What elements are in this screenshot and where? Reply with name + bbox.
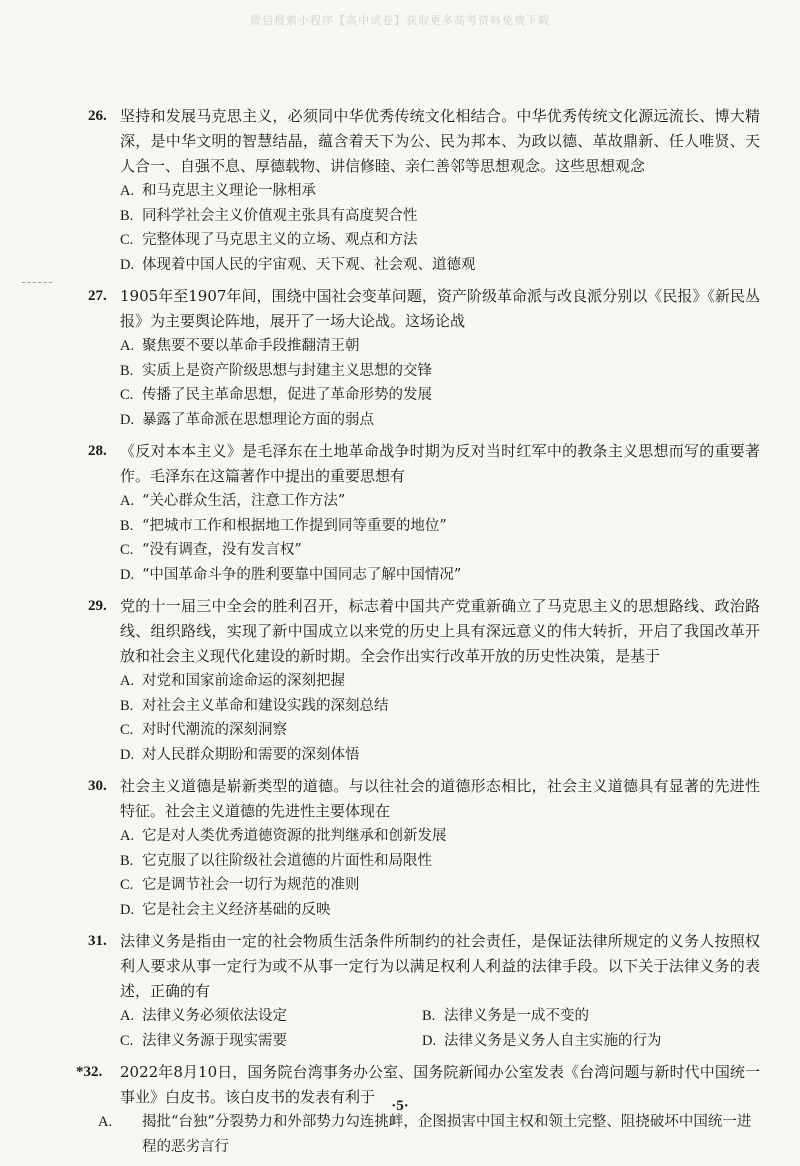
question-29 <box>90 594 760 767</box>
question-26 <box>90 104 760 277</box>
option-text: 对社会主义革命和建设实践的深刻总结 <box>142 697 389 714</box>
option-label: A. <box>120 183 135 199</box>
stem-text: 2022年8月10日，国务院台湾事务办公室、国务院新闻办公室发表《台湾问题与新时代中国统一事业》白皮书。该白皮书的发表有利于 <box>120 1063 760 1106</box>
stem-text: 坚持和发展马克思主义，必须同中华优秀传统文化相结合。中华优秀传统文化源远流长、博大精深，是中华文明的智慧结晶，蕴含着天下为公、民为邦本、为政以德、革故鼎新、任人唯贤、天人合一、自强不息、厚德载物、讲信修睦、亲仁善邻等思想观念。这些思想观念 <box>120 107 760 175</box>
option-text: 它是社会主义经济基础的反映 <box>142 901 331 918</box>
option-text: 法律义务必须依法设定 <box>142 1008 287 1024</box>
option-text: “中国革命斗争的胜利要靠中国同志了解中国情况” <box>142 566 462 583</box>
option-c <box>90 873 760 898</box>
option-label: B. <box>120 207 134 224</box>
option-label: A. <box>98 1114 113 1130</box>
option-a <box>90 489 760 514</box>
stem-text: 党的十一届三中全会的胜利召开，标志着中国共产党重新确立了马克思主义的思想路线、政治路线、组织路线，实现了新中国成立以来党的历史上具有深远意义的伟大转折，开启了我国改革开放和社会主义现代化建设的新时期。全会作出实行改革开放的历史性决策，是基于 <box>120 597 760 665</box>
question-stem <box>90 929 760 1004</box>
exam-page <box>76 104 760 1166</box>
option-label: D. <box>120 901 135 918</box>
option-label: B. <box>120 697 134 714</box>
option-text: 对党和国家前途命运的深刻把握 <box>142 673 345 689</box>
option-label: C. <box>120 722 134 738</box>
option-text: 它是调节社会一切行为规范的准则 <box>142 877 360 893</box>
stem-text: 社会主义道德是崭新类型的道德。与以往社会的道德形态相比，社会主义道德具有显著的先进性特征。社会主义道德的先进性主要体现在 <box>120 777 760 820</box>
question-31 <box>90 929 760 1053</box>
option-d <box>422 1029 760 1054</box>
option-b <box>90 694 760 719</box>
question-number: 30. <box>88 778 107 794</box>
option-label: D. <box>120 746 135 763</box>
option-label: B. <box>422 1008 436 1024</box>
option-text: 对人民群众期盼和需要的深刻体悟 <box>142 746 360 763</box>
question-stem <box>90 104 760 179</box>
option-d <box>90 408 760 433</box>
option-text: 揭批“台独”分裂势力和外部势力勾连挑衅，企图损害中国主权和领土完整、阻挠破坏中国统一进程的恶劣言行 <box>142 1114 752 1155</box>
watermark-header: 微信搜索小程序【高中试卷】获取更多高考资料免费下载 <box>250 14 550 27</box>
stem-text: 法律义务是指由一定的社会物质生活条件所制约的社会责任，是保证法律所规定的义务人按照权利人要求从事一定行为或不从事一定行为以满足权利人利益的法律手段。以下关于法律义务的表述，正确的有 <box>120 932 760 1000</box>
option-b <box>90 849 760 874</box>
option-c <box>90 538 760 563</box>
question-stem <box>90 439 760 489</box>
option-text: “把城市工作和根据地工作提到同等重要的地位” <box>142 517 447 534</box>
option-text: 暴露了革命派在思想理论方面的弱点 <box>142 411 374 428</box>
option-text: 法律义务源于现实需要 <box>142 1032 287 1049</box>
option-label: D. <box>120 411 135 428</box>
question-number: 28. <box>88 443 107 459</box>
option-b <box>422 1004 760 1029</box>
option-text: “关心群众生活，注意工作方法” <box>142 493 346 509</box>
option-text: 同科学社会主义价值观主张具有高度契合性 <box>142 207 418 224</box>
option-a <box>90 334 760 359</box>
option-label: C. <box>120 232 134 248</box>
option-c <box>90 383 760 408</box>
question-stem <box>90 284 760 334</box>
option-b <box>90 204 760 229</box>
option-label: C. <box>120 1032 134 1049</box>
option-text: 传播了民主革命思想，促进了革命形势的发展 <box>142 387 432 403</box>
option-label: A. <box>120 338 135 354</box>
option-a <box>90 1110 760 1159</box>
option-label: A. <box>120 828 135 844</box>
option-text: 它克服了以往阶级社会道德的片面性和局限性 <box>142 852 432 869</box>
option-text: 法律义务是义务人自主实施的行为 <box>444 1032 662 1049</box>
question-number: *32. <box>76 1064 103 1080</box>
option-text: 它是对人类优秀道德资源的批判继承和创新发展 <box>142 828 447 844</box>
option-text: “没有调查，没有发言权” <box>142 542 302 558</box>
option-text: 聚焦要不要以革命手段推翻清王朝 <box>142 338 360 354</box>
option-a <box>90 669 760 694</box>
option-label: B. <box>120 362 134 379</box>
option-a <box>90 824 760 849</box>
question-stem <box>90 774 760 824</box>
option-b <box>90 514 760 539</box>
question-27 <box>90 284 760 432</box>
option-text: 对时代潮流的深刻洞察 <box>142 722 287 738</box>
option-label: D. <box>120 566 135 583</box>
option-label: C. <box>120 542 134 558</box>
option-label: C. <box>120 877 134 893</box>
option-label: A. <box>120 1008 135 1024</box>
option-label: B. <box>120 852 134 869</box>
option-c <box>120 1029 422 1054</box>
option-d <box>90 253 760 278</box>
option-c <box>90 718 760 743</box>
question-30 <box>90 774 760 922</box>
question-number: 29. <box>88 598 107 614</box>
stem-text: 1905年至1907年间，围绕中国社会变革问题，资产阶级革命派与改良派分别以《民报》《新民丛报》为主要舆论阵地，展开了一场大论战。这场论战 <box>120 287 760 330</box>
option-text: 和马克思主义理论一脉相承 <box>142 183 316 199</box>
option-label: A. <box>120 493 135 509</box>
option-a <box>90 179 760 204</box>
option-label: C. <box>120 387 134 403</box>
stem-text: 《反对本本主义》是毛泽东在土地革命战争时期为反对当时红军中的教条主义思想而写的重要著作。毛泽东在这篇著作中提出的重要思想有 <box>120 442 760 485</box>
page-number: ·5· <box>391 1098 409 1114</box>
question-stem <box>90 594 760 669</box>
option-text: 实质上是资产阶级思想与封建主义思想的交锋 <box>142 362 432 379</box>
option-label: D. <box>422 1032 437 1049</box>
question-28 <box>90 439 760 587</box>
option-label: B. <box>120 517 134 534</box>
option-d <box>90 563 760 588</box>
option-d <box>90 743 760 768</box>
option-label: D. <box>120 256 135 273</box>
option-c <box>90 228 760 253</box>
option-text: 体现着中国人民的宇宙观、天下观、社会观、道德观 <box>142 256 476 273</box>
option-label: A. <box>120 673 135 689</box>
option-text: 法律义务是一成不变的 <box>444 1008 589 1024</box>
option-text: 完整体现了马克思主义的立场、观点和方法 <box>142 232 418 248</box>
question-number: 26. <box>88 108 107 124</box>
option-d <box>90 898 760 923</box>
option-b <box>90 359 760 384</box>
option-a <box>120 1004 422 1029</box>
question-number: 27. <box>88 288 107 304</box>
question-number: 31. <box>88 933 107 949</box>
options-grid <box>90 1004 760 1053</box>
margin-scribble <box>22 282 52 293</box>
